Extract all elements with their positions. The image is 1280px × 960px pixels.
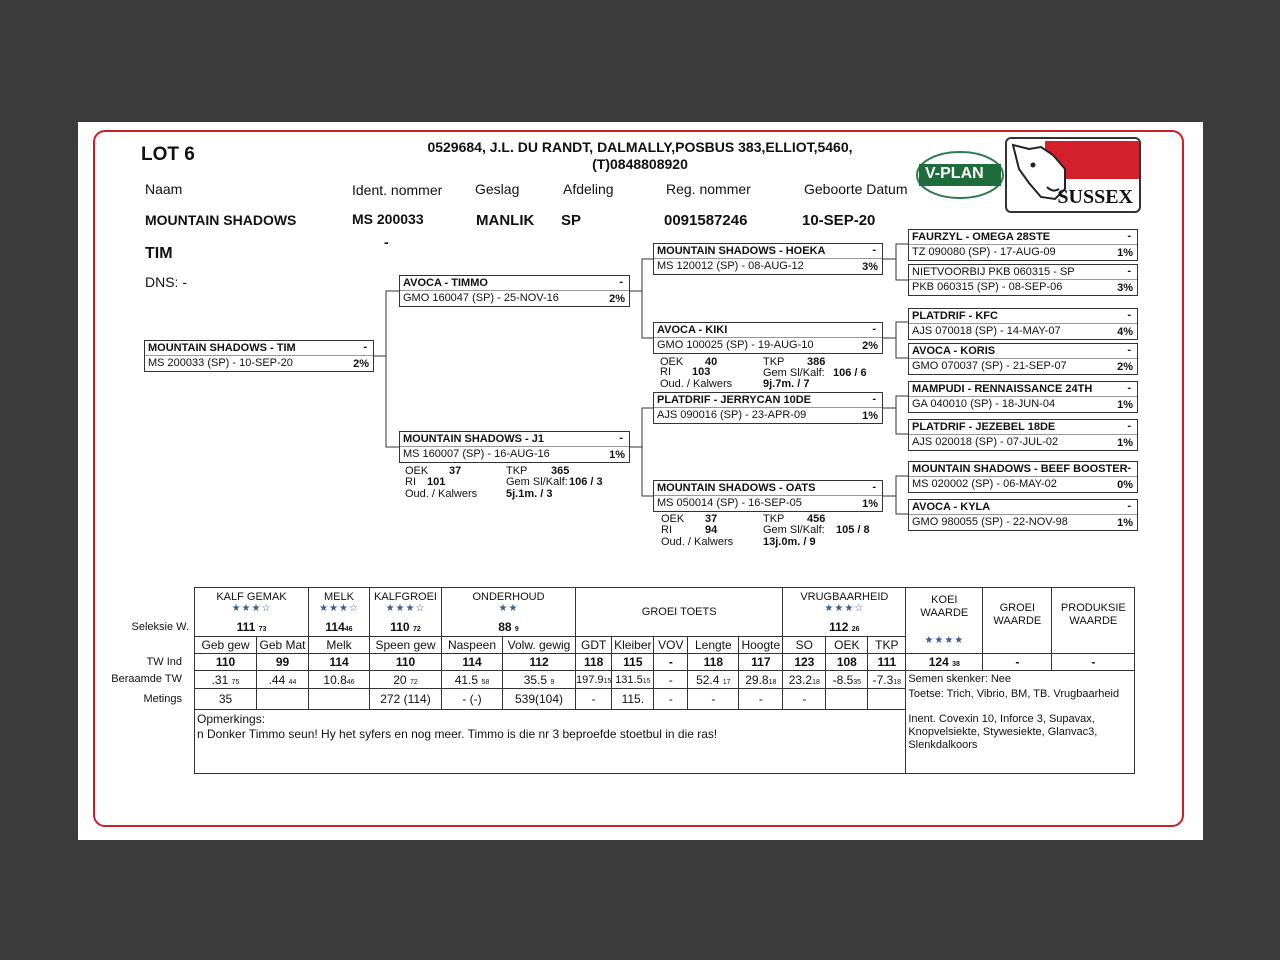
stat-dd-gem: 105 / 8 bbox=[836, 524, 870, 536]
pedigree-sire-pct: 2% bbox=[609, 293, 625, 305]
tw-cell: 110 bbox=[370, 654, 442, 671]
group-kalf-gemak bbox=[195, 588, 309, 619]
tw-koei-value: 124 bbox=[928, 655, 949, 669]
ber-value: .44 bbox=[268, 672, 286, 687]
pedigree-g4-detail: GMO 070037 (SP) - 21-SEP-07 bbox=[912, 360, 1067, 372]
ber-value: 52.4 bbox=[696, 672, 720, 687]
pedigree-g3-dash: - bbox=[1127, 309, 1131, 321]
remarks-label: Opmerkings: bbox=[197, 712, 266, 726]
koei-stars-icon: ★★★★ bbox=[924, 635, 965, 646]
pedigree-g6-name: PLATDRIF - JEZEBEL 18DE bbox=[912, 421, 1056, 433]
row-label-beraamde: Beraamde TW bbox=[111, 673, 182, 685]
tw-cell: 115 bbox=[612, 654, 654, 671]
pedigree-dam-sire bbox=[653, 392, 883, 424]
pedigree-g6-dash: - bbox=[1127, 420, 1131, 432]
row-label-tw: TW Ind bbox=[146, 656, 182, 668]
group-vrugbaarheid-label: VRUGBAARHEID bbox=[800, 591, 889, 604]
pedigree-g5-name: MAMPUDI - RENNAISSANCE 24TH bbox=[912, 383, 1093, 395]
stat-dd-ri-label: RI bbox=[661, 524, 672, 536]
stat-dd-ri: 94 bbox=[705, 524, 718, 536]
pedigree-dam-dash: - bbox=[619, 432, 623, 444]
stat-dam-oek: 37 bbox=[449, 465, 462, 477]
tw-ind-row bbox=[195, 654, 1135, 671]
ber-value: -8.5 bbox=[832, 672, 854, 687]
group-melk bbox=[309, 588, 370, 619]
stat-sd-oud-label: Oud. / Kalwers bbox=[660, 378, 733, 390]
pedigree-g8-pct: 1% bbox=[1117, 517, 1133, 529]
animal-name-line2: TIM bbox=[145, 245, 173, 262]
stat-sd-oek-label: OEK bbox=[660, 356, 684, 368]
pedigree-dam-name: MOUNTAIN SHADOWS - J1 bbox=[403, 433, 544, 445]
ber-cell bbox=[370, 671, 442, 689]
breeding-values-table bbox=[194, 587, 1135, 774]
tw-koei-acc: 38 bbox=[952, 661, 960, 668]
tests: Toetse: Trich, Vibrio, BM, TB. Vrugbaarheid bbox=[908, 688, 1120, 700]
group-onderhoud bbox=[442, 588, 576, 619]
header-geboorte: Geboorte Datum bbox=[804, 181, 908, 197]
group-groei-toets: GROEI TOETS bbox=[576, 588, 783, 637]
pedigree-sd-pct: 2% bbox=[862, 340, 878, 352]
ber-value: 29.8 bbox=[745, 672, 769, 687]
ber-acc: 58 bbox=[481, 678, 490, 686]
stat-dam-oud: 5j.1m. / 3 bbox=[506, 488, 553, 500]
tw-cell: 114 bbox=[442, 654, 503, 671]
stat-sd-gem: 106 / 6 bbox=[833, 367, 867, 379]
pedigree-dam bbox=[399, 431, 630, 463]
col-header: GDT bbox=[576, 637, 612, 654]
animal-reg: 0091587246 bbox=[664, 212, 748, 229]
ber-acc: 72 bbox=[409, 678, 418, 686]
met-cell bbox=[309, 689, 370, 710]
vrugbaarheid-stars-icon: ★★★☆ bbox=[824, 603, 865, 615]
pedigree-sire-name: AVOCA - TIMMO bbox=[403, 277, 488, 289]
col-header: Geb gew bbox=[195, 637, 257, 654]
pedigree-sire-dash: - bbox=[619, 276, 623, 288]
col-header: Hoogte bbox=[739, 637, 783, 654]
header-ident: Ident. nommer bbox=[352, 182, 443, 198]
header-afdeling: Afdeling bbox=[563, 181, 614, 197]
pedigree-dd-pct: 1% bbox=[862, 498, 878, 510]
pedigree-ss-dash: - bbox=[872, 244, 876, 256]
ber-value: 23.2 bbox=[788, 672, 813, 687]
col-header: TKP bbox=[868, 637, 906, 654]
ber-cell bbox=[503, 671, 576, 689]
ber-acc: 17 bbox=[722, 678, 731, 686]
pedigree-g5-dash: - bbox=[1127, 382, 1131, 394]
pedigree-ds-pct: 1% bbox=[862, 410, 878, 422]
group-kalfgroei bbox=[370, 588, 442, 619]
stat-dd-oud-label: Oud. / Kalwers bbox=[661, 536, 734, 548]
col-header: Speen gew bbox=[370, 637, 442, 654]
pedigree-g6 bbox=[908, 419, 1138, 451]
header-reg: Reg. nommer bbox=[666, 181, 751, 197]
animal-geboorte: 10-SEP-20 bbox=[802, 212, 876, 229]
pedigree-g8 bbox=[908, 499, 1138, 531]
tw-cell: 118 bbox=[688, 654, 739, 671]
group-vrugbaarheid bbox=[783, 588, 906, 619]
remarks-text: n Donker Timmo seun! Hy het syfers en nog meer. Timmo is die nr 3 beproefde stoetbul in die ras! bbox=[197, 727, 718, 741]
remarks-cell bbox=[195, 710, 906, 774]
pedigree-g2 bbox=[908, 264, 1138, 296]
group-koei-waarde-label: KOEI WAARDE bbox=[920, 594, 969, 619]
group-kalf-gemak-label: KALF GEMAK bbox=[216, 591, 287, 604]
pedigree-ss-pct: 3% bbox=[862, 261, 878, 273]
sel-vrugbaarheid-value: 112 bbox=[829, 620, 849, 635]
pedigree-g6-pct: 1% bbox=[1117, 437, 1133, 449]
stat-dam-tkp: 365 bbox=[551, 465, 570, 477]
pedigree-sire-dam bbox=[653, 322, 883, 354]
pedigree-g3-pct: 4% bbox=[1117, 326, 1133, 338]
stat-dam-ri-label: RI bbox=[405, 476, 416, 488]
stat-dd-tkp: 456 bbox=[807, 513, 826, 525]
sel-onderhoud-acc: 9 bbox=[514, 626, 519, 634]
ber-cell bbox=[195, 671, 257, 689]
stat-dam-oek-label: OEK bbox=[405, 465, 429, 477]
sussex-logo-text: SUSSEX bbox=[1057, 186, 1133, 208]
met-cell: - bbox=[654, 689, 688, 710]
animal-afdeling: SP bbox=[561, 212, 582, 229]
header-geslag: Geslag bbox=[475, 181, 520, 197]
pedigree-g8-dash: - bbox=[1127, 500, 1131, 512]
pedigree-dd-dash: - bbox=[872, 481, 876, 493]
ber-acc: 9 bbox=[550, 678, 555, 686]
vplan-logo-text: V-PLAN bbox=[925, 165, 984, 182]
ber-acc: 18 bbox=[812, 678, 820, 686]
tw-cell: 99 bbox=[257, 654, 309, 671]
melk-stars-icon: ★★★☆ bbox=[319, 603, 359, 615]
pedigree-g7-name: MOUNTAIN SHADOWS - BEEF BOOSTER bbox=[912, 463, 1128, 475]
group-groei-waarde bbox=[983, 588, 1052, 654]
group-koei-waarde bbox=[906, 588, 983, 654]
pedigree-g7 bbox=[908, 461, 1138, 493]
owner-line2: (T)0848808920 bbox=[592, 156, 688, 172]
met-cell: - bbox=[576, 689, 612, 710]
pedigree-dd-detail: MS 050014 (SP) - 16-SEP-05 bbox=[657, 497, 802, 509]
pedigree-sire-sire bbox=[653, 243, 883, 275]
animal-name: MOUNTAIN SHADOWS bbox=[145, 212, 297, 228]
sel-kalf-gemak-value: 111 bbox=[236, 620, 256, 635]
met-cell bbox=[868, 689, 906, 710]
stat-dam-gem: 106 / 3 bbox=[569, 476, 603, 488]
ber-cell bbox=[868, 671, 906, 689]
ber-value: 41.5 bbox=[454, 672, 479, 687]
group-produksie-waarde-label: PRODUKSIE WAARDE bbox=[1060, 602, 1126, 627]
owner-line1: 0529684, J.L. DU RANDT, DALMALLY,POSBUS 383,ELLIOT,5460, bbox=[427, 139, 853, 155]
met-cell: 272 (114) bbox=[370, 689, 442, 710]
pedigree-ss-name: MOUNTAIN SHADOWS - HOEKA bbox=[657, 245, 826, 257]
met-cell: 35 bbox=[195, 689, 257, 710]
pedigree-g4-dash: - bbox=[1127, 344, 1131, 356]
sel-vrugbaarheid-acc: 26 bbox=[851, 626, 860, 634]
pedigree-g2-pct: 3% bbox=[1117, 282, 1133, 294]
pedigree-sd-name: AVOCA - KIKI bbox=[657, 324, 728, 336]
ber-value: -7.3 bbox=[872, 672, 894, 687]
pedigree-g6-detail: AJS 020018 (SP) - 07-JUL-02 bbox=[912, 436, 1059, 448]
col-header: VOV bbox=[654, 637, 688, 654]
pedigree-g3 bbox=[908, 308, 1138, 340]
animal-geslag: MANLIK bbox=[476, 212, 535, 229]
ber-cell bbox=[739, 671, 783, 689]
onderhoud-stars-icon: ★★ bbox=[498, 603, 519, 615]
sel-kalf-gemak bbox=[195, 619, 309, 637]
lot-number: LOT 6 bbox=[141, 144, 195, 165]
notes-panel bbox=[906, 671, 1135, 774]
ber-value: - bbox=[668, 672, 673, 687]
animal-ident: MS 200033 bbox=[352, 211, 424, 227]
pedigree-dam-detail: MS 160007 (SP) - 16-AUG-16 bbox=[403, 448, 550, 460]
ber-cell bbox=[576, 671, 612, 689]
sel-kalfgroei bbox=[370, 619, 442, 637]
sel-kalfgroei-value: 110 bbox=[390, 620, 410, 635]
stat-dd-oek-label: OEK bbox=[661, 513, 685, 525]
pedigree-ds-detail: AJS 090016 (SP) - 23-APR-09 bbox=[657, 409, 807, 421]
sel-vrugbaarheid bbox=[783, 619, 906, 637]
pedigree-sd-dash: - bbox=[872, 323, 876, 335]
pedigree-g1-dash: - bbox=[1127, 230, 1131, 242]
ber-acc: 15 bbox=[642, 677, 651, 685]
pedigree-g7-dash: - bbox=[1127, 462, 1131, 474]
ber-acc: 18 bbox=[768, 678, 777, 686]
met-cell bbox=[826, 689, 868, 710]
pedigree-g5-pct: 1% bbox=[1117, 399, 1133, 411]
pedigree-g8-name: AVOCA - KYLA bbox=[912, 501, 991, 513]
pedigree-g1-detail: TZ 090080 (SP) - 17-AUG-09 bbox=[912, 246, 1056, 258]
pedigree-dam-pct: 1% bbox=[609, 449, 625, 461]
pedigree-g1-pct: 1% bbox=[1117, 247, 1133, 259]
semen-donor: Semen skenker: Nee bbox=[908, 673, 1012, 685]
sel-onderhoud-value: 88 bbox=[498, 620, 512, 635]
group-onderhoud-label: ONDERHOUD bbox=[472, 591, 545, 604]
stat-dd-gem-label: Gem Sl/Kalf: bbox=[763, 524, 825, 536]
tw-cell: 117 bbox=[739, 654, 783, 671]
met-cell: - (-) bbox=[442, 689, 503, 710]
ber-acc: 18 bbox=[893, 678, 902, 686]
col-header: Kleiber bbox=[612, 637, 654, 654]
ber-value: .31 bbox=[211, 672, 229, 687]
ber-cell bbox=[783, 671, 826, 689]
ber-cell bbox=[309, 671, 370, 689]
pedigree-sd-detail: GMO 100025 (SP) - 19-AUG-10 bbox=[657, 339, 814, 351]
pedigree-g4 bbox=[908, 343, 1138, 375]
ber-value: 10.8 bbox=[323, 672, 347, 687]
tw-cell: 123 bbox=[783, 654, 826, 671]
tw-cell: 111 bbox=[868, 654, 906, 671]
beraamde-row bbox=[195, 671, 1135, 689]
met-cell: - bbox=[783, 689, 826, 710]
pedigree-dam-dam bbox=[653, 480, 883, 512]
ber-cell bbox=[654, 671, 688, 689]
sel-melk-acc: 46 bbox=[344, 626, 353, 634]
row-label-seleksie: Seleksie W. bbox=[131, 621, 189, 633]
ber-acc: 35 bbox=[853, 678, 862, 686]
stat-dam-oud-label: Oud. / Kalwers bbox=[405, 488, 478, 500]
stat-sd-tkp-label: TKP bbox=[763, 356, 785, 368]
pedigree-g2-detail: PKB 060315 (SP) - 08-SEP-06 bbox=[912, 281, 1063, 293]
ber-acc: 46 bbox=[346, 678, 355, 686]
met-cell: 115. bbox=[612, 689, 654, 710]
pedigree-g7-pct: 0% bbox=[1117, 479, 1133, 491]
pedigree-g8-detail: GMO 980055 (SP) - 22-NOV-98 bbox=[912, 516, 1068, 528]
pedigree-g7-detail: MS 020002 (SP) - 06-MAY-02 bbox=[912, 478, 1057, 490]
tw-cell: 108 bbox=[826, 654, 868, 671]
stat-sd-oud: 9j.7m. / 7 bbox=[763, 378, 810, 390]
ber-value: 35.5 bbox=[523, 672, 548, 687]
stat-dam-tkp-label: TKP bbox=[506, 465, 528, 477]
col-header: Geb Mat bbox=[257, 637, 309, 654]
animal-dns: DNS: - bbox=[145, 274, 187, 290]
pedigree-sire-detail: GMO 160047 (SP) - 25-NOV-16 bbox=[403, 292, 559, 304]
pedigree-g2-name: NIETVOORBIJ PKB 060315 - SP bbox=[912, 266, 1075, 278]
row-label-metings: Metings bbox=[143, 693, 182, 705]
met-cell: - bbox=[739, 689, 783, 710]
stat-dam-gem-label: Gem Sl/Kalf: bbox=[506, 476, 568, 488]
stat-dd-tkp-label: TKP bbox=[763, 513, 785, 525]
pedigree-g4-pct: 2% bbox=[1117, 361, 1133, 373]
stat-sd-tkp: 386 bbox=[807, 356, 826, 368]
pedigree-g3-name: PLATDRIF - KFC bbox=[912, 310, 998, 322]
pedigree-ds-name: PLATDRIF - JERRYCAN 10DE bbox=[657, 394, 812, 406]
pedigree-g5 bbox=[908, 381, 1138, 413]
animal-ident-dash: - bbox=[384, 234, 389, 250]
stat-sd-oek: 40 bbox=[705, 356, 718, 368]
ber-cell bbox=[257, 671, 309, 689]
pedigree-g4-name: AVOCA - KORIS bbox=[912, 345, 996, 357]
sel-kalfgroei-acc: 72 bbox=[412, 626, 421, 634]
stat-dd-oek: 37 bbox=[705, 513, 718, 525]
stat-sd-ri: 103 bbox=[692, 366, 711, 378]
ber-value: 197.9 bbox=[576, 673, 604, 686]
sel-kalf-gemak-acc: 73 bbox=[258, 626, 267, 634]
ber-cell bbox=[612, 671, 654, 689]
tw-cell: - bbox=[654, 654, 688, 671]
tw-koei bbox=[906, 654, 983, 671]
ber-acc: 44 bbox=[288, 678, 297, 686]
stat-sd-ri-label: RI bbox=[660, 366, 671, 378]
stat-dam-ri: 101 bbox=[427, 476, 446, 488]
met-cell: 539(104) bbox=[503, 689, 576, 710]
sel-melk bbox=[309, 619, 370, 637]
pedigree-ss-detail: MS 120012 (SP) - 08-AUG-12 bbox=[657, 260, 804, 272]
met-cell: - bbox=[688, 689, 739, 710]
tw-produksie: - bbox=[1052, 654, 1135, 671]
group-produksie-waarde bbox=[1052, 588, 1135, 654]
pedigree-dd-name: MOUNTAIN SHADOWS - OATS bbox=[657, 482, 816, 494]
group-groei-waarde-label: GROEI WAARDE bbox=[993, 602, 1042, 627]
pedigree-self-detail: MS 200033 (SP) - 10-SEP-20 bbox=[148, 357, 293, 369]
tw-cell: 110 bbox=[195, 654, 257, 671]
pedigree-g1 bbox=[908, 229, 1138, 261]
ber-value: 131.5 bbox=[615, 673, 643, 686]
col-header: SO bbox=[783, 637, 826, 654]
col-header: Volw. gewig bbox=[503, 637, 576, 654]
pedigree-ds-dash: - bbox=[872, 393, 876, 405]
group-kalfgroei-label: KALFGROEI bbox=[374, 591, 437, 604]
ber-cell bbox=[442, 671, 503, 689]
header-naam: Naam bbox=[145, 181, 183, 197]
stat-dd-oud: 13j.0m. / 9 bbox=[763, 536, 816, 548]
tw-cell: 118 bbox=[576, 654, 612, 671]
sel-melk-value: 114 bbox=[325, 620, 345, 635]
col-header: Melk bbox=[309, 637, 370, 654]
stat-sd-gem-label: Gem Sl/Kalf: bbox=[763, 367, 825, 379]
pedigree-g1-name: FAURZYL - OMEGA 28STE bbox=[912, 231, 1051, 243]
ber-acc: 75 bbox=[231, 678, 240, 686]
tw-groei: - bbox=[983, 654, 1052, 671]
kalf-gemak-stars-icon: ★★★☆ bbox=[231, 603, 272, 615]
pedigree-self-pct: 2% bbox=[353, 358, 369, 370]
tw-cell: 112 bbox=[503, 654, 576, 671]
pedigree-self-dash: - bbox=[363, 341, 367, 353]
ber-value: 20 bbox=[393, 672, 407, 687]
col-header: OEK bbox=[826, 637, 868, 654]
ber-cell bbox=[826, 671, 868, 689]
pedigree-sire bbox=[399, 275, 630, 307]
sel-onderhoud bbox=[442, 619, 576, 637]
tw-cell: 114 bbox=[309, 654, 370, 671]
met-cell bbox=[257, 689, 309, 710]
pedigree-self bbox=[144, 340, 374, 372]
pedigree-g5-detail: GA 040010 (SP) - 18-JUN-04 bbox=[912, 398, 1056, 410]
pedigree-g3-detail: AJS 070018 (SP) - 14-MAY-07 bbox=[912, 325, 1061, 337]
ber-acc: 15 bbox=[603, 677, 612, 685]
col-header: Naspeen bbox=[442, 637, 503, 654]
ber-cell bbox=[688, 671, 739, 689]
pedigree-self-name: MOUNTAIN SHADOWS - TIM bbox=[148, 342, 296, 354]
kalfgroei-stars-icon: ★★★☆ bbox=[385, 603, 426, 615]
col-header: Lengte bbox=[688, 637, 739, 654]
group-melk-label: MELK bbox=[324, 591, 354, 604]
vaccinations: Inent. Covexin 10, Inforce 3, Supavax, Knopvelsiekte, Stywesiekte, Glanvac3, Slenkdalkoors bbox=[908, 713, 1098, 751]
pedigree-g2-dash: - bbox=[1127, 265, 1131, 277]
